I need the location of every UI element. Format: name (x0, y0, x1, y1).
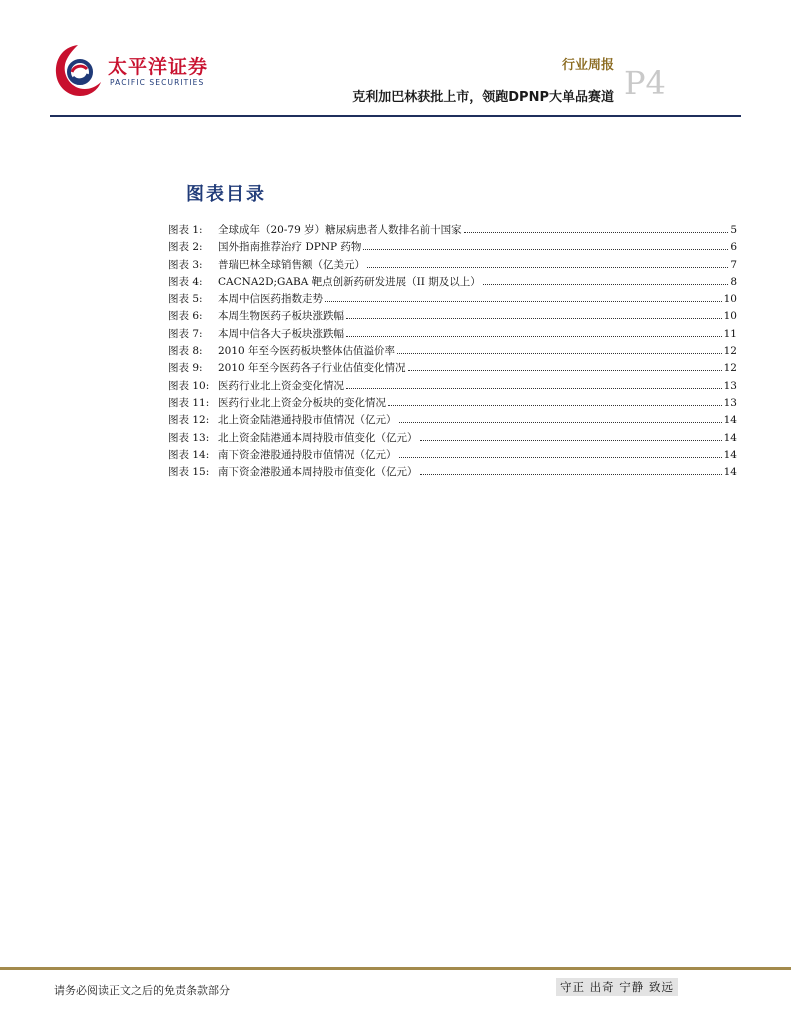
toc-entry-label: 图表 15: (168, 466, 210, 479)
toc-entry-title: 南下资金港股通持股市值情况（亿元） (218, 448, 397, 461)
toc-entry-title: 2010 年至今医药各子行业估值变化情况 (218, 362, 406, 375)
pacific-securities-logo-icon (52, 42, 104, 100)
toc-entry-leader-dots (367, 266, 728, 268)
toc-entry-leader-dots (408, 369, 722, 371)
toc-entry-label: 图表 4: (168, 275, 203, 288)
toc-entry-label: 图表 12: (168, 414, 210, 427)
toc-entry-leader-dots (346, 387, 722, 389)
toc-entry-page: 7 (730, 258, 737, 271)
toc-entry-page: 5 (730, 224, 737, 236)
toc-entry[interactable] (168, 257, 737, 274)
toc-entry-title: 北上资金陆港通持股市值情况（亿元） (218, 414, 397, 427)
toc-entry[interactable] (168, 239, 737, 256)
toc-entry[interactable] (168, 447, 737, 464)
toc-entry[interactable] (168, 412, 737, 429)
toc-entry-title: 全球成年（20-79 岁）糖尿病患者人数排名前十国家 (218, 224, 462, 236)
toc-entry-label: 图表 7: (168, 327, 203, 340)
toc-entry-label: 图表 1: (168, 224, 203, 236)
toc-entry-label: 图表 11: (168, 396, 210, 409)
toc-entry-page: 14 (723, 431, 737, 444)
toc-entry-label: 图表 5: (168, 293, 203, 306)
toc-entry-page: 8 (730, 275, 737, 288)
toc-entry-label: 图表 9: (168, 362, 203, 375)
toc-entry-title: 本周中信医药指数走势 (218, 293, 323, 306)
toc-entry-page: 10 (723, 310, 737, 323)
toc-entry-leader-dots (388, 404, 722, 406)
toc-entry-title: 本周中信各大子板块涨跌幅 (218, 327, 344, 340)
toc-entry-leader-dots (483, 283, 729, 285)
toc-entry-page: 14 (723, 414, 737, 427)
toc-entry-title: 南下资金港股通本周持股市值变化（亿元） (218, 466, 418, 479)
toc-entry-leader-dots (464, 231, 729, 233)
toc-entry[interactable] (168, 395, 737, 412)
toc-entry-label: 图表 8: (168, 345, 203, 358)
toc-entry-label: 图表 13: (168, 431, 210, 444)
toc-entry-title: 本周生物医药子板块涨跌幅 (218, 310, 344, 323)
toc-entry[interactable] (168, 326, 737, 343)
footer-motto: 守正 出奇 宁静 致远 (556, 978, 678, 996)
toc-entry-leader-dots (325, 300, 722, 302)
toc-entry-leader-dots (363, 248, 728, 250)
toc-entry-title: 国外指南推荐治疗 DPNP 药物 (218, 241, 362, 254)
toc-entry-label: 图表 14: (168, 448, 210, 461)
logo-english-name: PACIFIC SECURITIES (110, 78, 205, 87)
toc-entry-label: 图表 3: (168, 258, 203, 271)
toc-entry[interactable] (168, 308, 737, 325)
toc-entry[interactable] (168, 430, 737, 447)
toc-entry-label: 图表 6: (168, 310, 203, 323)
toc-entry[interactable] (168, 222, 737, 239)
toc-entry-page: 11 (723, 327, 737, 340)
toc-entry-title: 2010 年至今医药板块整体估值溢价率 (218, 345, 396, 358)
toc-entry-title: CACNA2D;GABA 靶点创新药研发进展（II 期及以上） (218, 275, 481, 288)
footer-divider (0, 967, 791, 970)
toc-entry-page: 12 (723, 362, 737, 375)
toc-entry-leader-dots (399, 456, 722, 458)
toc-entry-title: 医药行业北上资金分板块的变化情况 (218, 396, 386, 409)
toc-entry-page: 14 (723, 466, 737, 479)
toc-entry-page: 6 (730, 241, 737, 254)
toc-entry-title: 普瑞巴林全球销售额（亿美元） (218, 258, 365, 271)
toc-entry-leader-dots (346, 317, 722, 319)
footer-disclaimer: 请务必阅读正文之后的免责条款部分 (54, 984, 230, 997)
logo-chinese-name: 太平洋证券 (108, 56, 209, 78)
toc-entry-page: 13 (723, 396, 737, 409)
page-number: P4 (624, 64, 666, 102)
toc-entry[interactable] (168, 360, 737, 377)
toc-entry-leader-dots (420, 473, 722, 475)
toc-entry[interactable] (168, 343, 737, 360)
report-title: 克利加巴林获批上市，领跑DPNP大单品赛道 (352, 90, 614, 105)
toc-entry[interactable] (168, 291, 737, 308)
toc-entry-page: 13 (723, 379, 737, 392)
toc-entry-label: 图表 2: (168, 241, 203, 254)
toc-entry-label: 图表 10: (168, 379, 210, 392)
toc-entry-page: 12 (723, 345, 737, 358)
toc-entry[interactable] (168, 378, 737, 395)
toc-entry-leader-dots (399, 421, 722, 423)
report-type: 行业周报 (561, 58, 614, 73)
toc-entry-leader-dots (420, 439, 722, 441)
toc-entry-page: 14 (723, 448, 737, 461)
header-divider (50, 115, 741, 117)
toc-entry-leader-dots (346, 335, 722, 337)
toc-entry-page: 10 (723, 293, 737, 306)
toc-entry[interactable] (168, 274, 737, 291)
table-of-figures (168, 222, 737, 481)
toc-entry-title: 医药行业北上资金变化情况 (218, 379, 344, 392)
toc-entry[interactable] (168, 464, 737, 481)
company-logo (52, 42, 212, 100)
toc-entry-leader-dots (397, 352, 722, 354)
toc-entry-title: 北上资金陆港通本周持股市值变化（亿元） (218, 431, 418, 444)
toc-heading: 图表目录 (186, 184, 266, 205)
